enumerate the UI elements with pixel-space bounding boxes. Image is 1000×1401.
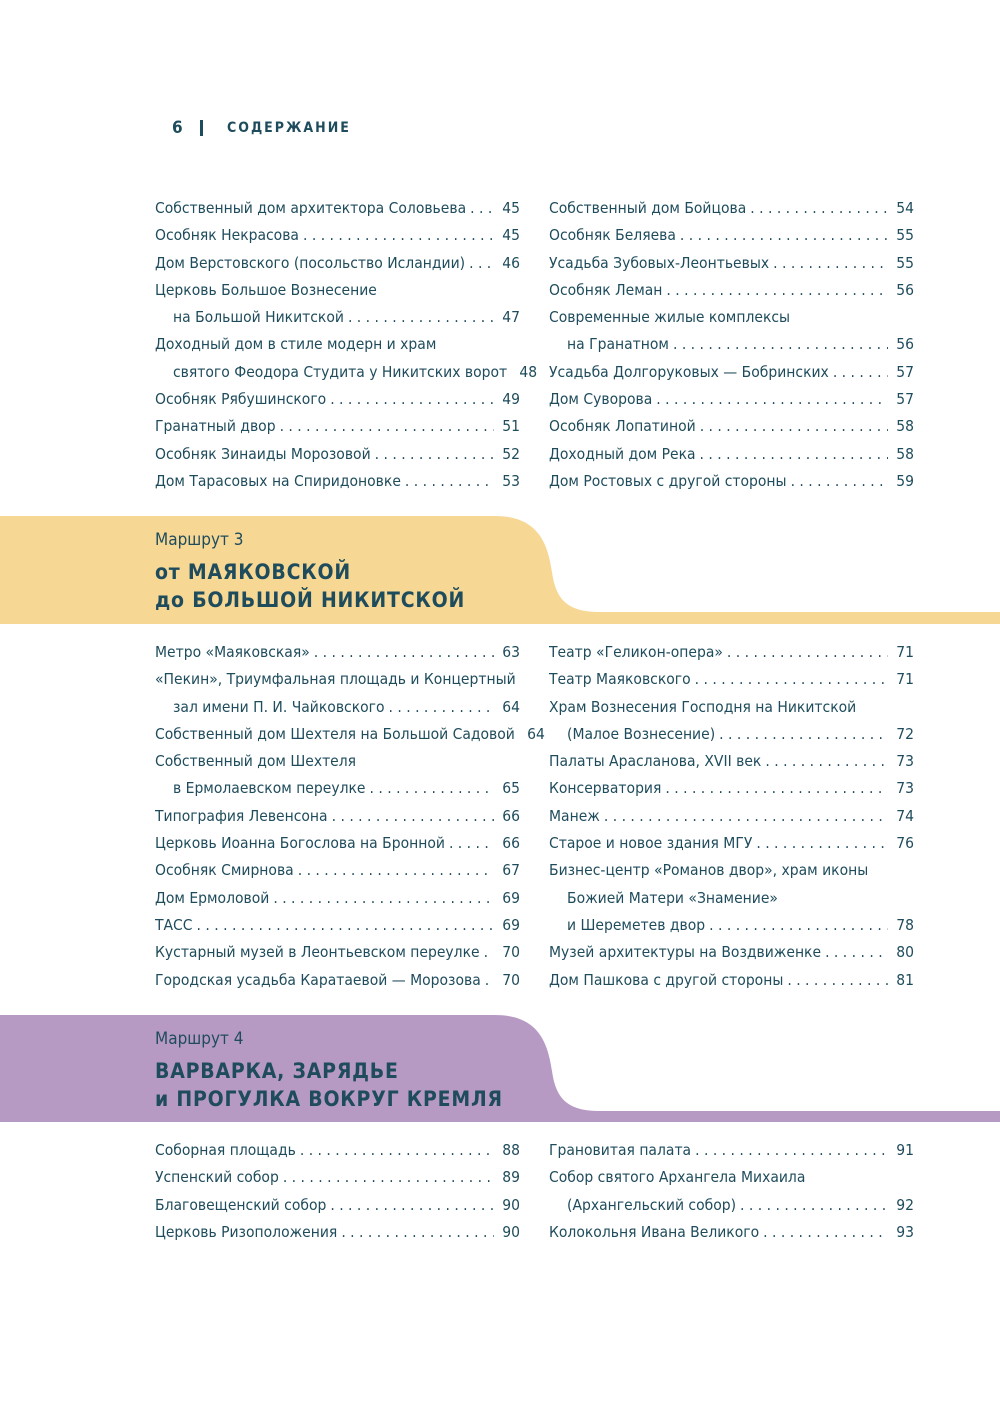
- toc-entry-title: Дом Тарасовых на Спиридоновке: [155, 471, 401, 490]
- toc-entry-title: Особняк Зинаиды Морозовой: [155, 444, 371, 463]
- toc-entry-title: на Гранатном: [567, 335, 669, 354]
- toc-entry: [155, 250, 520, 277]
- leader-dots: [691, 666, 888, 693]
- toc-entry-title: Грановитая палата: [549, 1141, 692, 1159]
- toc-entry-title: и Шереметев двор: [567, 915, 706, 934]
- toc-entry-page: 92: [896, 1195, 914, 1214]
- toc-entry: [549, 331, 914, 358]
- toc-entry-page: 67: [502, 861, 520, 880]
- toc-entry: [549, 666, 914, 693]
- toc-entry-page: 74: [896, 806, 914, 825]
- toc-entry-page: 72: [896, 724, 914, 743]
- toc-entry-title: Типография Левенсона: [155, 806, 328, 825]
- toc-entry: [155, 1219, 520, 1246]
- toc-entry-page: 45: [502, 199, 520, 217]
- leader-dots: [366, 775, 494, 802]
- toc-entry-page: 53: [502, 471, 520, 490]
- toc-entry-page: 90: [502, 1222, 520, 1241]
- toc-column-right: [549, 195, 914, 495]
- toc-entry: [155, 304, 520, 331]
- toc-entry-title: (Архангельский собор): [567, 1195, 737, 1214]
- leader-dots: [466, 195, 494, 222]
- leader-dots: [752, 830, 888, 857]
- toc-entry-title: Доходный дом Река: [549, 444, 696, 463]
- leader-dots: [661, 775, 888, 802]
- toc-entry-page: 58: [896, 417, 914, 436]
- leader-dots: [326, 386, 494, 413]
- leader-dots: [746, 195, 888, 222]
- header-divider: [200, 120, 203, 136]
- leader-dots: [696, 413, 888, 440]
- toc-entry-title: Городская усадьба Каратаевой — Морозова: [155, 970, 481, 989]
- toc-entry: [155, 830, 520, 857]
- toc-entry-title: «Пекин», Триумфальная площадь и Концертный: [155, 670, 516, 689]
- toc-entry-title: Театр Маяковского: [549, 670, 691, 689]
- toc-entry-title: Церковь Большое Вознесение: [155, 280, 377, 299]
- toc-entry: [549, 830, 914, 857]
- toc-entry: [155, 468, 520, 495]
- leader-dots: [294, 857, 494, 884]
- leader-dots: [600, 803, 888, 830]
- route3-banner: [0, 516, 1000, 624]
- leader-dots: [736, 1192, 888, 1219]
- leader-dots: [310, 639, 494, 666]
- route3-band-fill: [0, 516, 1000, 624]
- toc-entry-page: 88: [502, 1141, 520, 1159]
- toc-entry-title: Старое и новое здания МГУ: [549, 834, 753, 853]
- toc-entry-title: Благовещенский собор: [155, 1195, 327, 1214]
- toc-column-right: [549, 1137, 914, 1246]
- toc-entry-page: 69: [502, 888, 520, 907]
- toc-entry: [549, 1137, 914, 1164]
- toc-entry: [549, 195, 914, 222]
- leader-dots: [326, 1192, 494, 1219]
- leader-dots: [480, 939, 494, 966]
- toc-entry: [155, 222, 520, 249]
- toc-entry-page: 70: [502, 943, 520, 962]
- toc-entry-page: 57: [896, 362, 914, 381]
- leader-dots: [276, 413, 494, 440]
- toc-entry: [549, 885, 914, 912]
- leader-dots: [769, 250, 888, 277]
- toc-entry-title: Кустарный музей в Леонтьевском переулке: [155, 943, 480, 962]
- toc-entry-title: Дом Ермоловой: [155, 888, 270, 907]
- toc-entry-title: Гранатный двор: [155, 417, 276, 436]
- leader-dots: [385, 694, 494, 721]
- leader-dots: [193, 912, 494, 939]
- toc-entry: [549, 304, 914, 331]
- toc-entry-title: Особняк Некрасова: [155, 226, 299, 245]
- toc-entry: [549, 222, 914, 249]
- page-number: 6: [172, 118, 183, 138]
- toc-entry-title: Успенский собор: [155, 1168, 279, 1187]
- leader-dots: [652, 386, 888, 413]
- toc-entry-title: Усадьба Зубовых-Леонтьевых: [549, 253, 770, 272]
- toc-entry-title: Дом Ростовых с другой стороны: [549, 471, 787, 490]
- toc-entry-page: 45: [502, 226, 520, 245]
- leader-dots: [783, 967, 888, 994]
- leader-dots: [759, 1219, 888, 1246]
- toc-entry: [155, 967, 520, 994]
- toc-entry-title: Особняк Смирнова: [155, 861, 294, 880]
- toc-entry: [549, 1192, 914, 1219]
- route3-title-line2: до БОЛЬШОЙ НИКИТСКОЙ: [155, 588, 466, 612]
- toc-entry: [549, 721, 914, 748]
- toc-entry-page: 66: [502, 806, 520, 825]
- toc-entry: [155, 694, 520, 721]
- toc-entry-title: ТАСС: [155, 915, 193, 934]
- toc-entry-page: 93: [896, 1222, 914, 1241]
- toc-entry-page: 52: [502, 444, 520, 463]
- toc-entry-title: Театр «Геликон-опера»: [549, 643, 723, 661]
- toc-entry: [155, 441, 520, 468]
- toc-column-left: [155, 639, 545, 994]
- leader-dots: [269, 885, 494, 912]
- toc-entry: [155, 195, 520, 222]
- leader-dots: [481, 967, 494, 994]
- toc-entry: [549, 441, 914, 468]
- route3-label: Маршрут 3: [155, 530, 244, 550]
- toc-entry: [155, 277, 520, 304]
- toc-entry: [155, 721, 545, 748]
- toc-entry-page: 55: [896, 253, 914, 272]
- toc-entry: [549, 1164, 914, 1191]
- toc-entry-title: на Большой Никитской: [173, 308, 344, 327]
- toc-entry-title: Собственный дом Шехтеля: [155, 752, 357, 771]
- toc-entry-title: Палаты Арасланова, XVII век: [549, 752, 762, 771]
- toc-entry-title: Божией Матери «Знамение»: [567, 888, 778, 907]
- leader-dots: [705, 912, 888, 939]
- toc-entry-page: 47: [502, 308, 520, 327]
- toc-entry-page: 91: [896, 1141, 914, 1159]
- toc-entry-title: Особняк Рябушинского: [155, 390, 327, 409]
- toc-entry-page: 80: [896, 943, 914, 962]
- toc-entry: [549, 939, 914, 966]
- leader-dots: [296, 1137, 494, 1164]
- toc-entry-page: 54: [896, 199, 914, 217]
- toc-entry-page: 55: [896, 226, 914, 245]
- toc-entry-title: (Малое Вознесение): [567, 724, 716, 743]
- toc-entry-title: Дом Пашкова с другой стороны: [549, 970, 784, 989]
- toc-entry: [549, 912, 914, 939]
- toc-entry-title: Метро «Маяковская»: [155, 643, 310, 661]
- toc-entry-page: 65: [502, 779, 520, 798]
- toc-entry-page: 71: [896, 643, 914, 661]
- toc-entry: [155, 803, 520, 830]
- toc-entry-page: 90: [502, 1195, 520, 1214]
- toc-entry-page: 73: [896, 779, 914, 798]
- toc-entry: [155, 359, 538, 386]
- toc-entry-title: Соборная площадь: [155, 1141, 296, 1159]
- toc-entry-title: Церковь Иоанна Богослова на Бронной: [155, 834, 445, 853]
- leader-dots: [445, 830, 494, 857]
- leader-dots: [465, 250, 494, 277]
- toc-entry: [549, 1219, 914, 1246]
- toc-entry-page: 76: [896, 834, 914, 853]
- toc-entry-title: Музей архитектуры на Воздвиженке: [549, 943, 822, 962]
- toc-entry-page: 66: [502, 834, 520, 853]
- toc-entry: [549, 639, 914, 666]
- leader-dots: [299, 222, 494, 249]
- toc-entry-title: святого Феодора Студита у Никитских ворот: [173, 362, 508, 381]
- route4-banner: [0, 1015, 1000, 1122]
- toc-entry-title: Усадьба Долгоруковых — Бобринских: [549, 362, 829, 381]
- route4-title-line2: и ПРОГУЛКА ВОКРУГ КРЕМЛЯ: [155, 1087, 503, 1111]
- toc-entry-title: Собственный дом Шехтеля на Большой Садовой: [155, 724, 515, 743]
- toc-entry: [549, 250, 914, 277]
- leader-dots: [662, 277, 888, 304]
- toc-entry: [549, 359, 914, 386]
- toc-entry-title: Собственный дом архитектора Соловьева: [155, 199, 467, 217]
- toc-entry-title: Дом Суворова: [549, 390, 653, 409]
- toc-entry: [155, 1137, 520, 1164]
- toc-entry: [155, 912, 520, 939]
- toc-entry: [549, 775, 914, 802]
- toc-entry-title: Современные жилые комплексы: [549, 308, 791, 327]
- toc-entry-page: 64: [502, 697, 520, 716]
- leader-dots: [821, 939, 888, 966]
- toc-entry-page: 63: [502, 643, 520, 661]
- toc-entry-title: Манеж: [549, 806, 600, 825]
- toc-entry: [549, 694, 914, 721]
- toc-entry-page: 71: [896, 670, 914, 689]
- route3-band-shape: [0, 516, 1000, 624]
- toc-entry: [155, 857, 520, 884]
- toc-entry-page: 64: [527, 724, 545, 743]
- toc-entry: [549, 803, 914, 830]
- leader-dots: [344, 304, 494, 331]
- toc-entry: [549, 748, 914, 775]
- toc-entry: [155, 885, 520, 912]
- toc-entry: [549, 413, 914, 440]
- toc-entry-page: 58: [896, 444, 914, 463]
- toc-entry: [155, 413, 520, 440]
- toc-entry-title: Дом Верстовского (посольство Исландии): [155, 253, 466, 272]
- toc-entry: [549, 857, 914, 884]
- route4-label: Маршрут 4: [155, 1029, 244, 1049]
- leader-dots: [279, 1164, 494, 1191]
- toc-entry: [155, 939, 520, 966]
- toc-entry-title: в Ермолаевском переулке: [173, 779, 366, 798]
- leader-dots: [696, 441, 888, 468]
- toc-entry-page: 69: [502, 915, 520, 934]
- leader-dots: [715, 721, 888, 748]
- toc-entry: [549, 967, 914, 994]
- toc-entry-page: 56: [896, 280, 914, 299]
- toc-column-left: [155, 195, 538, 495]
- toc-entry: [155, 331, 520, 358]
- toc-entry-page: 59: [896, 471, 914, 490]
- toc-entry: [155, 1192, 520, 1219]
- leader-dots: [337, 1219, 494, 1246]
- leader-dots: [829, 359, 888, 386]
- toc-entry: [549, 468, 914, 495]
- toc-entry-title: Собор святого Архангела Михаила: [549, 1168, 806, 1187]
- toc-entry-page: 51: [502, 417, 520, 436]
- route3-title-line1: от МАЯКОВСКОЙ: [155, 560, 351, 584]
- leader-dots: [787, 468, 888, 495]
- toc-entry-title: Церковь Ризоположения: [155, 1222, 338, 1241]
- leader-dots: [669, 331, 888, 358]
- toc-entry: [155, 775, 520, 802]
- toc-entry: [155, 666, 520, 693]
- page-header: [172, 118, 351, 138]
- toc-column-left: [155, 1137, 520, 1246]
- toc-entry-page: 89: [502, 1168, 520, 1187]
- toc-entry-title: Бизнес-центр «Романов двор», храм иконы: [549, 861, 869, 880]
- toc-column-right: [549, 639, 914, 994]
- leader-dots: [691, 1137, 888, 1164]
- toc-entry-page: 48: [519, 362, 538, 381]
- toc-entry-title: Особняк Лопатиной: [549, 417, 696, 436]
- toc-entry-page: 73: [896, 752, 914, 771]
- leader-dots: [761, 748, 888, 775]
- toc-entry-title: Особняк Беляева: [549, 226, 676, 245]
- leader-dots: [371, 441, 494, 468]
- route4-title-line1: ВАРВАРКА, ЗАРЯДЬЕ: [155, 1059, 399, 1083]
- toc-entry-title: Консерватория: [549, 779, 662, 798]
- toc-entry-page: 56: [896, 335, 914, 354]
- toc-entry: [155, 1164, 520, 1191]
- toc-entry-page: 57: [896, 390, 914, 409]
- toc-entry-page: 46: [502, 253, 520, 272]
- toc-entry-page: 49: [502, 390, 520, 409]
- toc-entry-page: 70: [502, 970, 520, 989]
- toc-entry-title: Особняк Леман: [549, 280, 663, 299]
- toc-entry: [155, 386, 520, 413]
- toc-entry-title: Собственный дом Бойцова: [549, 199, 747, 217]
- leader-dots: [328, 803, 494, 830]
- toc-entry: [549, 277, 914, 304]
- toc-entry-title: Храм Вознесения Господня на Никитской: [549, 697, 857, 716]
- leader-dots: [676, 222, 888, 249]
- leader-dots: [723, 639, 888, 666]
- toc-entry-title: Доходный дом в стиле модерн и храм: [155, 335, 437, 354]
- toc-entry: [155, 639, 520, 666]
- page-title: СОДЕРЖАНИЕ: [227, 120, 351, 136]
- leader-dots: [401, 468, 494, 495]
- toc-entry-page: 81: [896, 970, 914, 989]
- toc-entry: [155, 748, 520, 775]
- toc-entry: [549, 386, 914, 413]
- toc-entry-title: Колокольня Ивана Великого: [549, 1222, 760, 1241]
- toc-entry-page: 78: [896, 915, 914, 934]
- toc-entry-title: зал имени П. И. Чайковского: [173, 697, 385, 716]
